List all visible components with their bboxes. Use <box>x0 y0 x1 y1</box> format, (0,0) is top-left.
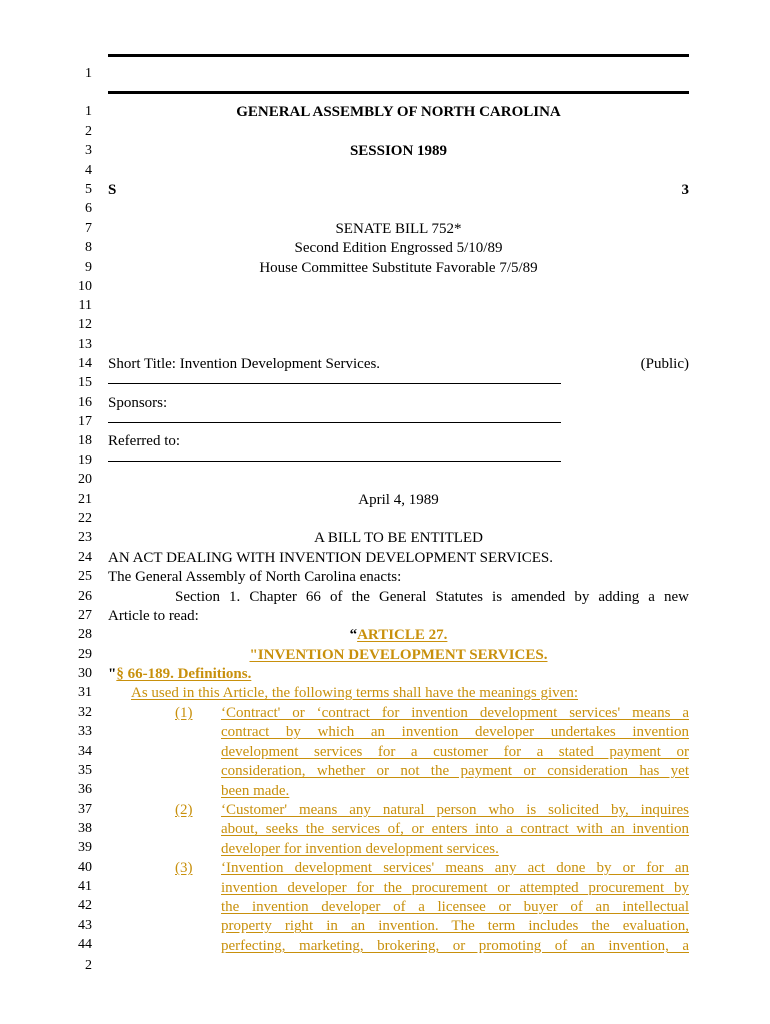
line-number: 11 <box>78 298 92 313</box>
definition-line <box>0 761 770 781</box>
line-number: 42 <box>78 898 92 913</box>
line-number: 38 <box>78 821 92 836</box>
line-number: 28 <box>78 627 92 642</box>
bill-page-code: 3 <box>681 182 689 198</box>
definition-text: property right in an invention. The term includes the evaluation, <box>221 918 689 935</box>
line-number: 44 <box>78 937 92 952</box>
line-number: 1 <box>85 104 92 119</box>
section-text-cont: Article to read: <box>108 608 199 624</box>
line-number: 21 <box>78 492 92 507</box>
definition-text: developer for invention development services. <box>221 840 499 857</box>
blank-rule <box>108 422 561 423</box>
line-number: 37 <box>78 802 92 817</box>
definition-text: contract by which an invention developer undertakes invention <box>221 724 689 741</box>
definition-text: ‘Contract' or ‘contract for invention development services' means a <box>221 705 689 721</box>
line-number: 15 <box>78 375 92 390</box>
article-title: "INVENTION DEVELOPMENT SERVICES. <box>249 647 548 663</box>
line-number: 10 <box>78 279 92 294</box>
definition-text: been made. <box>221 782 290 799</box>
bill-name: SENATE BILL 752* <box>335 221 462 237</box>
line-number: 14 <box>78 356 92 371</box>
definition-line <box>0 722 770 742</box>
line-number: 7 <box>85 221 92 236</box>
definition-line <box>0 916 770 936</box>
blank-rule <box>108 383 561 384</box>
line-number: 9 <box>85 260 92 275</box>
bill-date: April 4, 1989 <box>358 492 439 508</box>
line-number: 4 <box>85 163 92 178</box>
definition-line <box>0 742 770 762</box>
line-number: 2 <box>85 124 92 139</box>
line-number: 34 <box>78 744 92 759</box>
page-number: 2 <box>85 958 92 973</box>
line-number: 8 <box>85 240 92 255</box>
definition-text: ‘Invention development services' means any act done by or for an <box>221 860 689 877</box>
act-title: AN ACT DEALING WITH INVENTION DEVELOPMENT SERVICES. <box>108 550 554 566</box>
definition-marker: (2) <box>175 802 193 818</box>
top-line-row <box>0 64 770 84</box>
definition-line <box>0 897 770 917</box>
section-text: Section 1. Chapter 66 of the General Statutes is amended by adding a new <box>175 589 689 605</box>
definition-line <box>0 936 770 956</box>
line-number: 43 <box>78 918 92 933</box>
line-number: 32 <box>78 705 92 720</box>
definition-text: consideration, whether or not the payment or consideration has yet <box>221 763 689 780</box>
top-rule <box>108 54 689 57</box>
definition-line <box>0 819 770 839</box>
article-number: “ARTICLE 27. <box>349 627 448 643</box>
line-number: 12 <box>78 317 92 332</box>
definition-line <box>0 839 770 859</box>
line-number: 25 <box>78 569 92 584</box>
line-number: 24 <box>78 550 92 565</box>
definition-text: about, seeks the services of, or enters into a contract with an invention <box>221 821 689 838</box>
session-title: SESSION 1989 <box>349 143 448 159</box>
line-number: 39 <box>78 840 92 855</box>
definition-text: the invention developer of a licensee or buyer of an intellectual <box>221 899 689 915</box>
line-number: 23 <box>78 530 92 545</box>
line-number: 27 <box>78 608 92 623</box>
definition-marker: (3) <box>175 860 193 877</box>
definition-text: invention developer for the procurement or attempted procurement by <box>221 879 689 896</box>
line-number: 36 <box>78 782 92 797</box>
line-number: 16 <box>78 395 92 410</box>
line-number: 33 <box>78 724 92 739</box>
definition-text: development services for a customer for a stated payment or <box>221 743 689 760</box>
bill-edition: Second Edition Engrossed 5/10/89 <box>294 240 503 256</box>
enacting-clause: The General Assembly of North Carolina enacts: <box>108 569 402 585</box>
line-number: 5 <box>85 182 92 197</box>
chamber-letter: S <box>108 182 117 198</box>
line-number: 40 <box>78 860 92 875</box>
header-rule <box>108 91 689 94</box>
line-number: 30 <box>78 666 92 681</box>
definition-line <box>0 878 770 898</box>
line-number: 26 <box>78 589 92 604</box>
short-title: Short Title: Invention Development Services. <box>108 356 381 372</box>
line-number: 17 <box>78 414 92 429</box>
definition-line <box>0 781 770 801</box>
referred-label: Referred to: <box>108 433 181 449</box>
definition-text: perfecting, marketing, brokering, or promoting of an invention, a <box>221 937 689 954</box>
line-number: 13 <box>78 337 92 352</box>
line-number: 3 <box>85 143 92 158</box>
definition-marker: (1) <box>175 705 193 721</box>
definition-line <box>0 800 770 820</box>
line-number: 1 <box>85 66 92 81</box>
line-number: 6 <box>85 201 92 216</box>
bill-committee: House Committee Substitute Favorable 7/5/89 <box>259 260 538 276</box>
definition-text: ‘Customer' means any natural person who is solicited by, inquires <box>221 802 689 818</box>
definition-line <box>0 703 770 723</box>
sponsors-label: Sponsors: <box>108 395 168 411</box>
line-number: 41 <box>78 879 92 894</box>
section-heading: "§ 66-189. Definitions. <box>108 666 252 682</box>
public-tag: (Public) <box>640 356 689 372</box>
line-number: 20 <box>78 472 92 487</box>
line-number: 35 <box>78 763 92 778</box>
entitled-line: A BILL TO BE ENTITLED <box>314 530 483 546</box>
line-number: 31 <box>78 685 92 700</box>
line-number: 18 <box>78 433 92 448</box>
assembly-title: GENERAL ASSEMBLY OF NORTH CAROLINA <box>236 104 561 120</box>
line-number: 29 <box>78 647 92 662</box>
definitions-intro: As used in this Article, the following terms shall have the meanings given: <box>131 685 579 701</box>
blank-rule <box>108 461 561 462</box>
line-number: 22 <box>78 511 92 526</box>
definition-line <box>0 858 770 878</box>
line-number: 19 <box>78 453 92 468</box>
